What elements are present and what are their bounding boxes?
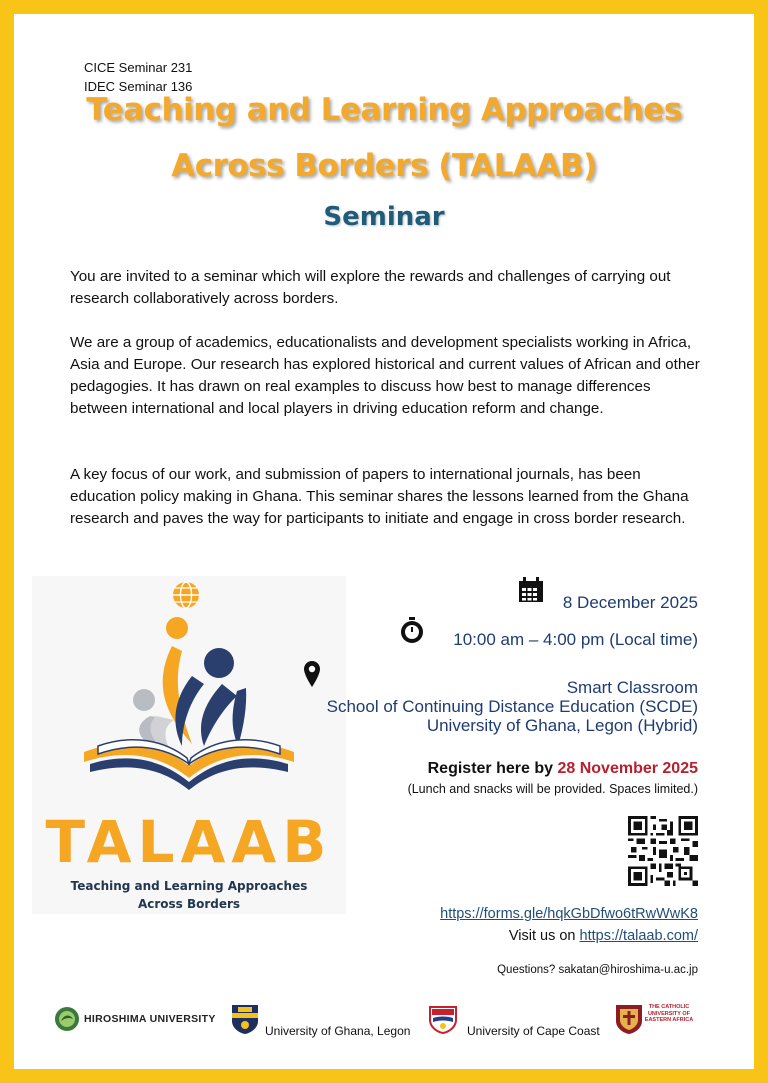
logo-subtitle-1: Teaching and Learning Approaches — [70, 879, 308, 893]
paragraph-invite: You are invited to a seminar which will explore the rewards and challenges of carrying out research collaboratively across borders. — [70, 268, 671, 307]
series-cice: CICE Seminar 231 — [84, 60, 193, 75]
visit-line — [509, 928, 698, 944]
globe-icon — [173, 582, 199, 608]
series-idec: IDEC Seminar 136 — [84, 79, 193, 94]
paragraph-focus: A key focus of our work, and submission of papers to international journals, has been education policy making in Ghana. This seminar shares the lessons learned from the Ghana research and paves the way for participants to initiate and engage in cross border research. — [70, 466, 689, 527]
university-of-ghana: University of Ghana, Legon — [265, 1024, 411, 1038]
hiroshima-emblem-icon — [54, 1006, 80, 1032]
location-pin-icon — [303, 660, 321, 688]
paragraph-group: We are a group of academics, educationalists and development specialists working in Africa, Asia and Europe. Our research has explored historical and current values of African and other pedagogies. It has drawn on real examples to discuss how best to manage differences between international and local players in driving education reform and change. — [70, 334, 700, 417]
open-book-icon — [84, 740, 294, 790]
partner-logos — [0, 1000, 768, 1045]
university-of-cape-coast: University of Cape Coast — [467, 1024, 600, 1038]
people-figures-icon — [133, 617, 246, 752]
visit-label: Visit us on — [508, 928, 576, 944]
website-link[interactable]: https://talaab.com/ — [579, 928, 698, 944]
logo-subtitle-2: Across Borders — [137, 897, 241, 911]
stopwatch-icon — [399, 617, 425, 645]
register-deadline: 28 November 2025 — [557, 760, 698, 777]
lunch-note: (Lunch and snacks will be provided. Spaces limited.) — [407, 782, 698, 796]
register-line — [428, 760, 698, 778]
registration-form-link[interactable]: https://forms.gle/hqkGbDfwo6tRwWwK8 — [440, 906, 698, 922]
talaab-logo — [32, 576, 346, 914]
event-date: 8 December 2025 — [562, 593, 698, 612]
title-line-1: Teaching and Learning Approaches — [86, 92, 682, 128]
subtitle: Seminar — [323, 202, 445, 232]
cuea-crest-icon — [614, 1003, 644, 1035]
logo-wordmark: TALAAB — [45, 808, 333, 876]
cape-coast-crest-icon — [427, 1004, 459, 1034]
register-label: Register here by — [427, 760, 554, 777]
venue-school: School of Continuing Distance Education (SCDE) — [326, 697, 698, 716]
event-time: 10:00 am – 4:00 pm (Local time) — [453, 630, 698, 649]
title-line-2: Across Borders (TALAAB) — [171, 148, 597, 184]
qr-code[interactable] — [628, 816, 698, 886]
venue-room: Smart Classroom — [566, 678, 698, 697]
university-of-ghana-crest-icon — [230, 1003, 260, 1035]
calendar-icon — [518, 577, 544, 603]
event-venue — [327, 678, 698, 735]
venue-university: University of Ghana, Legon (Hybrid) — [426, 716, 698, 735]
catholic-university-eastern-africa: THE CATHOLIC UNIVERSITY OF EASTERN AFRICA — [644, 1004, 694, 1023]
hiroshima-university: HIROSHIMA UNIVERSITY — [84, 1013, 216, 1025]
logo-graphic — [32, 576, 346, 806]
seminar-series — [84, 58, 192, 96]
questions-contact: Questions? sakatan@hiroshima-u.ac.jp — [497, 964, 698, 976]
